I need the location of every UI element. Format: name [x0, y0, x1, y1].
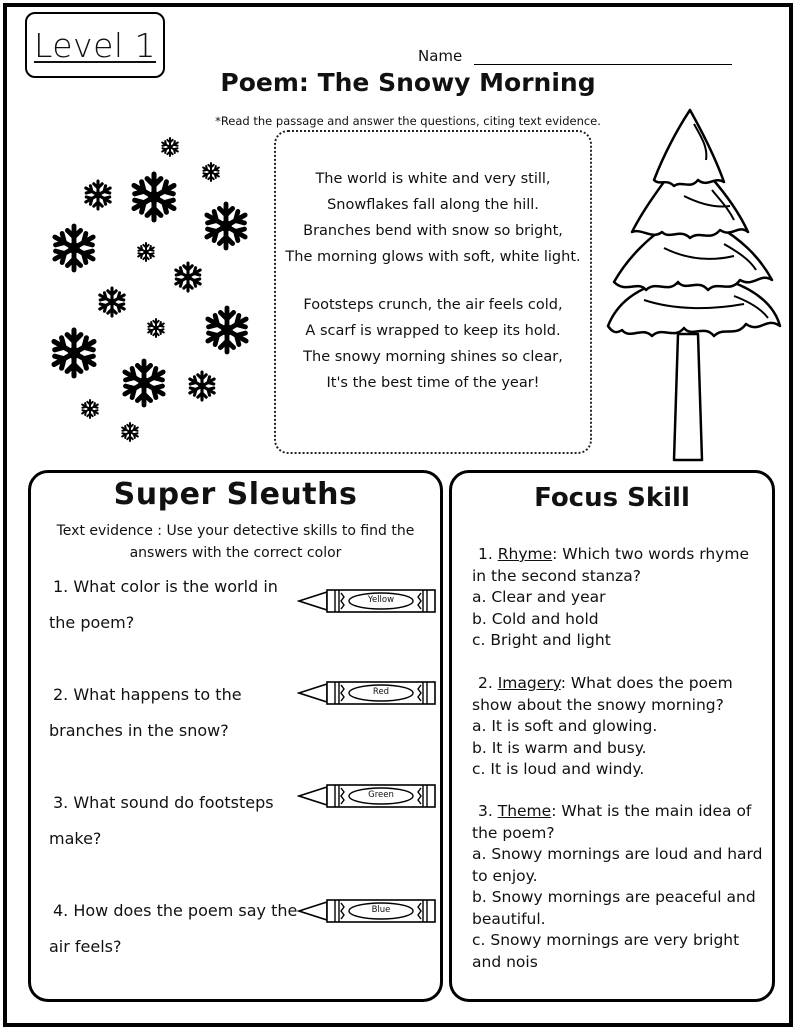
- snowflake-icon: [55, 226, 93, 270]
- question-number: 4.: [53, 901, 69, 920]
- focus-skill-title: Focus Skill: [534, 483, 690, 513]
- sleuth-question-3: [49, 785, 299, 857]
- answer-option: a. It is soft and glowing.: [472, 717, 658, 735]
- poem-line: Branches bend with snow so bright,: [303, 223, 563, 239]
- crayon-label: Yellow: [367, 595, 395, 605]
- question-number: 3.: [478, 802, 493, 820]
- snowflake-icon: [82, 400, 98, 418]
- name-label: Name: [418, 47, 463, 65]
- focus-question-1: [472, 544, 768, 652]
- question-prompt: : What does the poem show about the snowy morning?: [472, 674, 733, 714]
- snowflake-icon: [207, 204, 245, 248]
- crayon-yellow[interactable]: [297, 587, 437, 615]
- question-text: How does the poem say the air feels?: [49, 901, 298, 956]
- question-text: What color is the world in the poem?: [49, 577, 278, 632]
- question-number: 1.: [478, 545, 493, 563]
- answer-option: a. Clear and year: [472, 588, 606, 606]
- pine-tree-illustration: [604, 104, 784, 464]
- answer-option: c. Snowy mornings are very bright and nois: [472, 931, 740, 971]
- focus-question-text: [472, 673, 768, 716]
- snowflake-icon: [162, 138, 178, 156]
- answer-option: c. It is loud and windy.: [472, 760, 645, 778]
- sleuth-question-4: [49, 893, 299, 965]
- crayon-label: Red: [372, 687, 390, 697]
- poem-line: The snowy morning shines so clear,: [303, 349, 563, 365]
- snowflake-icon: [176, 263, 200, 291]
- answer-option: b. It is warm and busy.: [472, 738, 647, 757]
- snowflake-icon: [134, 174, 174, 220]
- poem-line: A scarf is wrapped to keep its hold.: [305, 323, 561, 339]
- question-number: 2.: [478, 674, 493, 692]
- sleuth-question-1: [49, 569, 299, 641]
- snowflake-icon: [203, 163, 219, 181]
- focus-question-3: [472, 801, 768, 973]
- question-text: What sound do footsteps make?: [49, 793, 274, 848]
- skill-name: Rhyme: [497, 545, 553, 563]
- focus-skill-panel: [449, 470, 775, 1002]
- skill-name: Theme: [497, 802, 552, 820]
- snowflake-icon: [148, 319, 164, 337]
- instructions-text: *Read the passage and answer the questions, citing text evidence.: [215, 114, 601, 128]
- super-sleuths-title: Super Sleuths: [113, 477, 358, 512]
- poem-passage: [274, 130, 592, 454]
- poem-line: Footsteps crunch, the air feels cold,: [303, 297, 563, 313]
- focus-question-2: [472, 673, 768, 781]
- snowflake-icon: [86, 181, 110, 209]
- name-input-line[interactable]: [474, 64, 732, 65]
- poem-stanza-2: [276, 292, 590, 396]
- crayon-label: Blue: [371, 905, 391, 915]
- question-number: 3.: [53, 793, 69, 812]
- question-number: 2.: [53, 685, 69, 704]
- focus-question-text: [472, 544, 768, 587]
- skill-name: Imagery: [497, 674, 561, 692]
- answer-option: b. Snowy mornings are peaceful and beautiful.: [472, 888, 756, 928]
- poem-line: Snowflakes fall along the hill.: [327, 197, 539, 213]
- snowflake-icon: [54, 330, 94, 376]
- snowflake-icon: [100, 288, 124, 316]
- snowflakes-illustration: [40, 130, 270, 450]
- crayon-blue[interactable]: [297, 897, 437, 925]
- answer-option: b. Cold and hold: [472, 609, 599, 628]
- snowflake-icon: [208, 308, 246, 352]
- poem-line: It's the best time of the year!: [326, 375, 540, 391]
- question-prompt: : What is the main idea of the poem?: [472, 802, 752, 842]
- focus-question-text: [472, 801, 768, 844]
- super-sleuths-instructions: Text evidence : Use your detective skills to find the answers with the correct color: [56, 523, 415, 561]
- question-prompt: : Which two words rhyme in the second stanza?: [472, 545, 750, 585]
- level-label: Level 1: [33, 25, 157, 65]
- crayon-green[interactable]: [297, 782, 437, 810]
- poem-stanza-1: [276, 166, 590, 270]
- poem-line: The morning glows with soft, white light.: [285, 249, 581, 265]
- sleuth-question-2: [49, 677, 299, 749]
- snowflake-icon: [125, 361, 163, 405]
- crayon-label: Green: [368, 790, 394, 800]
- snowflake-icon: [122, 423, 138, 441]
- question-number: 1.: [53, 577, 69, 596]
- super-sleuths-panel: [28, 470, 443, 1002]
- question-text: What happens to the branches in the snow?: [49, 685, 242, 740]
- answer-option: c. Bright and light: [472, 631, 611, 649]
- poem-line: The world is white and very still,: [315, 171, 551, 187]
- snowflake-icon: [138, 243, 154, 261]
- page-title: Poem: The Snowy Morning: [220, 68, 596, 97]
- answer-option: a. Snowy mornings are loud and hard to enjoy.: [472, 845, 763, 885]
- crayon-red[interactable]: [297, 679, 437, 707]
- snowflake-icon: [190, 372, 214, 400]
